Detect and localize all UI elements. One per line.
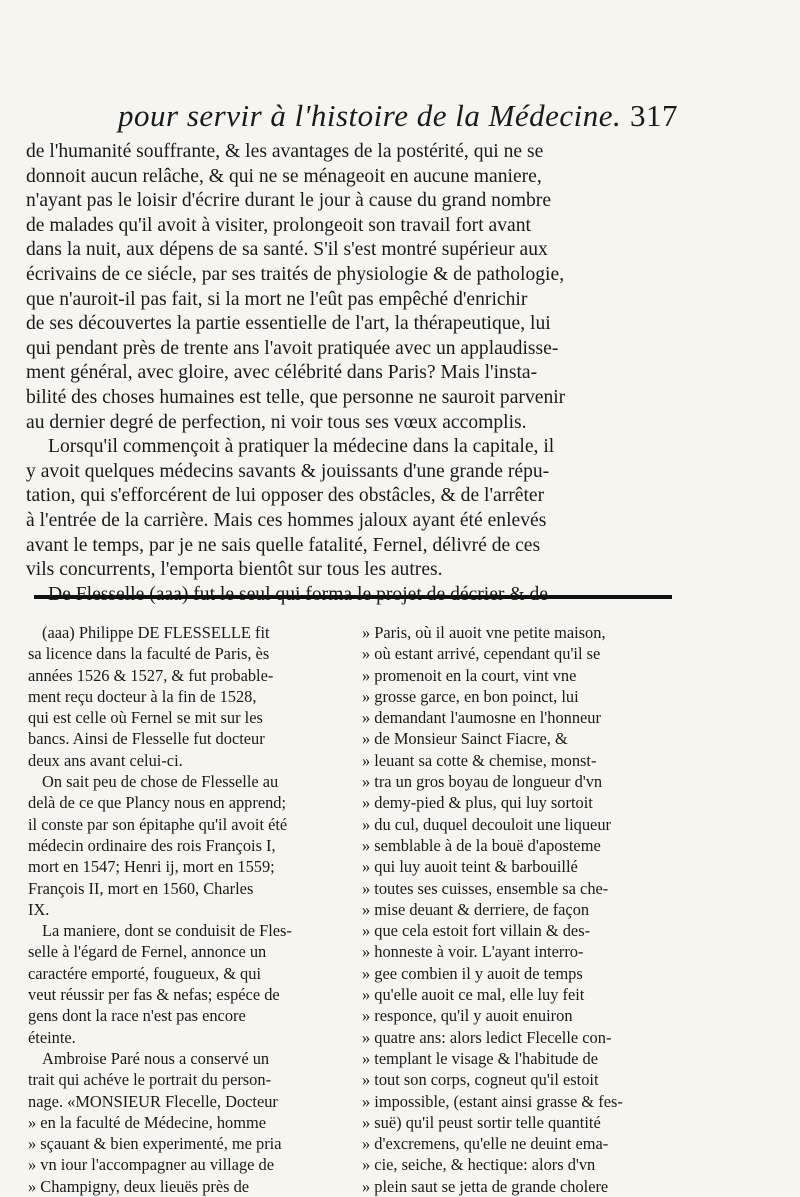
footnote-line: » gee combien il y auoit de temps	[362, 963, 583, 983]
footnote-line: » cie, seiche, & hectique: alors d'vn	[362, 1155, 596, 1175]
footnote-line: » Champigny, deux lieuës près de	[28, 1176, 250, 1196]
footnote-line: ment reçu docteur à la fin de 1528,	[28, 686, 257, 706]
footnote-line: » responce, qu'il y auoit enuiron	[362, 1006, 573, 1026]
text-line: ment général, avec gloire, avec célébrité dans Paris? Mais l'insta-	[26, 362, 538, 384]
text-line: au dernier degré de perfection, ni voir tous ses vœux accomplis.	[26, 411, 527, 433]
footnote-line: » grosse garce, en bon poinct, lui	[362, 686, 579, 706]
text-line: bilité des choses humaines est telle, que personne ne sauroit parvenir	[26, 386, 566, 408]
footnote-line: » qui luy auoit teint & barbouillé	[362, 857, 578, 877]
page-number: 317	[630, 98, 678, 133]
text-line: avant le temps, par je ne sais quelle fatalité, Fernel, délivré de ces	[26, 534, 541, 556]
text-line: à l'entrée de la carrière. Mais ces hommes jaloux ayant été enlevés	[26, 509, 547, 531]
footnote-line: il conste par son épitaphe qu'il avoit été	[28, 814, 288, 834]
footnote-line: François II, mort en 1560, Charles	[28, 878, 254, 898]
text-line: de ses découvertes la partie essentielle de l'art, la thérapeutique, lui	[26, 313, 551, 335]
text-line: donnoit aucun relâche, & qui ne se ménageoit en aucune maniere,	[26, 165, 542, 187]
footnote-line: » d'excremens, qu'elle ne deuint ema-	[362, 1134, 609, 1154]
footnote-line: » impossible, (estant ainsi grasse & fes-	[362, 1091, 623, 1111]
footnote-line: » demandant l'aumosne en l'honneur	[362, 708, 601, 728]
text-line: n'ayant pas le loisir d'écrire durant le jour à cause du grand nombre	[26, 190, 552, 212]
footnote-line: » qu'elle auoit ce mal, elle luy feit	[362, 985, 585, 1005]
text-line: que n'auroit-il pas fait, si la mort ne l'eût pas empêché d'enrichir	[26, 288, 528, 310]
text-line: qui pendant près de trente ans l'avoit pratiquée avec un applaudisse-	[26, 337, 559, 359]
footnote-line: veut réussir per fas & nefas; espéce de	[28, 985, 280, 1005]
text-line: de l'humanité souffrante, & les avantages de la postérité, qui ne se	[26, 141, 544, 162]
footnote-line: selle à l'égard de Fernel, annonce un	[28, 942, 267, 962]
footnote-line: Ambroise Paré nous a conservé un	[42, 1048, 270, 1068]
footnote-line: » promenoit en la court, vint vne	[362, 665, 577, 685]
running-header	[118, 98, 678, 138]
footnote-line: » semblable à de la bouë d'aposteme	[362, 835, 601, 855]
footnote-line: » suë) qu'il peust sortir telle quantité	[362, 1112, 601, 1132]
footnote-line: » en la faculté de Médecine, homme	[28, 1112, 267, 1132]
footnote-line: » tra un gros boyau de longueur d'vn	[362, 772, 603, 792]
footnote-line: » leuant sa cotte & chemise, monst-	[362, 750, 597, 770]
footnote-column-right	[362, 622, 692, 1197]
footnote-line: » plein saut se jetta de grande cholere	[362, 1176, 609, 1196]
text-line: y avoit quelques médecins savants & jouissants d'une grande répu-	[26, 460, 550, 482]
main-text	[26, 140, 686, 607]
footnote-line: mort en 1547; Henri ij, mort en 1559;	[28, 857, 275, 877]
footnote-line: nage. «MONSIEUR Flecelle, Docteur	[28, 1091, 278, 1111]
footnote-line: » quatre ans: alors ledict Flecelle con-	[362, 1027, 612, 1047]
footnote-line: » Paris, où il auoit vne petite maison,	[362, 623, 606, 642]
footnote-line: » mise deuant & derriere, de façon	[362, 899, 590, 919]
footnote-line: » que cela estoit fort villain & des-	[362, 921, 591, 941]
footnote-line: On sait peu de chose de Flesselle au	[42, 772, 279, 792]
footnote-line: gens dont la race n'est pas encore	[28, 1006, 246, 1026]
footnote-line: éteinte.	[28, 1027, 76, 1047]
footnote-line: » templant le visage & l'habitude de	[362, 1048, 598, 1068]
running-title: pour servir à l'histoire de la Médecine.	[118, 98, 622, 133]
footnote-line: » sçauant & bien experimenté, me pria	[28, 1134, 282, 1154]
footnote-line: deux ans avant celui-ci.	[28, 750, 183, 770]
text-line: de malades qu'il avoit à visiter, prolongeoit son travail fort avant	[26, 214, 531, 236]
footnote-line: La maniere, dont se conduisit de Fles-	[42, 921, 292, 941]
footnote-line: médecin ordinaire des rois François I,	[28, 835, 276, 855]
footnote-line: (aaa) Philippe DE FLESSELLE fit	[42, 623, 270, 642]
text-line: Lorsqu'il commençoit à pratiquer la médecine dans la capitale, il	[48, 436, 555, 458]
footnote-line: » honneste à voir. L'ayant interro-	[362, 942, 584, 962]
text-line: vils concurrents, l'emporta bientôt sur tous les autres.	[26, 559, 443, 581]
footnote-line: » toutes ses cuisses, ensemble sa che-	[362, 878, 609, 898]
footnote-line: » vn iour l'accompagner au village de	[28, 1155, 274, 1175]
footnote-line: trait qui achéve le portrait du person-	[28, 1070, 272, 1090]
footnote-line: » où estant arrivé, cependant qu'il se	[362, 644, 601, 664]
footnote-line: » demy-pied & plus, qui luy sortoit	[362, 793, 593, 813]
footnote-line: qui est celle où Fernel se mit sur les	[28, 708, 263, 728]
footnote-line: » de Monsieur Sainct Fiacre, &	[362, 729, 568, 749]
text-line: dans la nuit, aux dépens de sa santé. S'il s'est montré supérieur aux	[26, 239, 548, 261]
text-line: tation, qui s'efforcérent de lui opposer des obstâcles, & de l'arrêter	[26, 485, 545, 507]
footnote-line: années 1526 & 1527, & fut probable-	[28, 665, 274, 685]
text-line: écrivains de ce siécle, par ses traités de physiologie & de pathologie,	[26, 263, 565, 285]
footnote-column-left	[28, 622, 354, 1197]
footnote-divider	[34, 595, 672, 599]
footnote-line: » du cul, duquel decouloit une liqueur	[362, 814, 611, 834]
footnote-line: delà de ce que Plancy nous en apprend;	[28, 793, 287, 813]
footnote-line: » tout son corps, cogneut qu'il estoit	[362, 1070, 599, 1090]
footnote-line: bancs. Ainsi de Flesselle fut docteur	[28, 729, 265, 749]
footnote-line: IX.	[28, 899, 50, 919]
footnote-line: caractére emporté, fougueux, & qui	[28, 963, 262, 983]
footnote-line: sa licence dans la faculté de Paris, ès	[28, 644, 270, 664]
